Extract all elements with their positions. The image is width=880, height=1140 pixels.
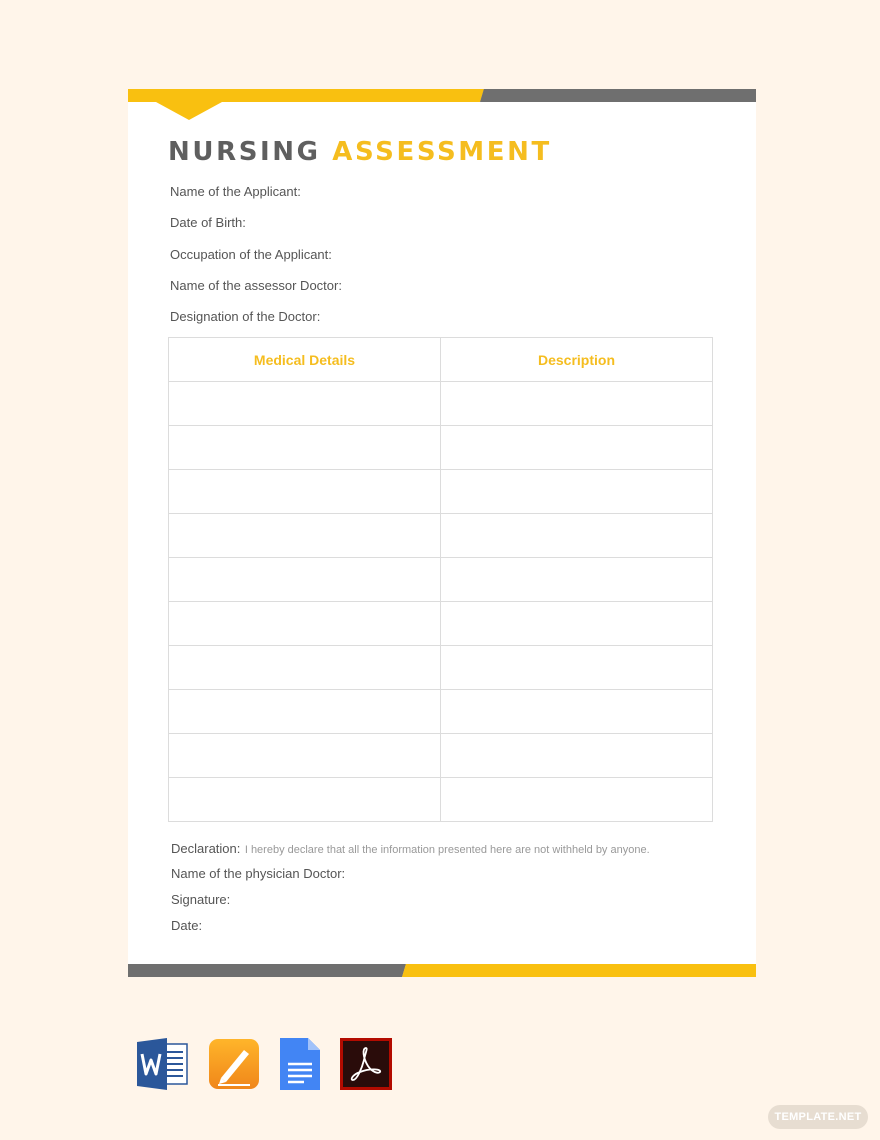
document-page	[128, 89, 756, 977]
cell-medical-details[interactable]	[169, 382, 441, 426]
table-row	[169, 514, 713, 558]
google-docs-icon[interactable]	[278, 1038, 330, 1090]
medical-details-table	[168, 337, 713, 822]
top-accent-bar-gray	[480, 89, 756, 102]
table-row	[169, 470, 713, 514]
declaration-label: Declaration:	[171, 841, 241, 856]
cell-description[interactable]	[441, 734, 713, 778]
cell-description[interactable]	[441, 690, 713, 734]
document-title	[168, 137, 552, 167]
cell-medical-details[interactable]	[169, 470, 441, 514]
bottom-accent-bar-gray	[128, 964, 406, 977]
title-word-assessment: ASSESSMENT	[332, 137, 552, 167]
field-assessor-doctor: Name of the assessor Doctor:	[170, 278, 342, 293]
title-word-nursing: NURSING	[168, 137, 321, 167]
acrobat-pdf-icon[interactable]	[340, 1038, 392, 1090]
declaration-text: I hereby declare that all the information presented here are not withheld by anyone.	[244, 844, 650, 856]
pages-icon[interactable]	[208, 1038, 260, 1090]
cell-medical-details[interactable]	[169, 734, 441, 778]
cell-medical-details[interactable]	[169, 558, 441, 602]
field-occupation: Occupation of the Applicant:	[170, 247, 332, 262]
table-row	[169, 426, 713, 470]
field-date: Date:	[171, 918, 203, 933]
table-header-row	[169, 338, 713, 382]
header-medical-details: Medical Details	[169, 338, 441, 382]
table-row	[169, 734, 713, 778]
cell-medical-details[interactable]	[169, 646, 441, 690]
field-applicant-name: Name of the Applicant:	[170, 184, 301, 199]
cell-description[interactable]	[441, 602, 713, 646]
field-date-of-birth: Date of Birth:	[170, 215, 246, 230]
table-row	[169, 602, 713, 646]
table-row	[169, 558, 713, 602]
cell-medical-details[interactable]	[169, 690, 441, 734]
cell-description[interactable]	[441, 470, 713, 514]
cell-description[interactable]	[441, 778, 713, 822]
declaration	[171, 840, 650, 858]
word-icon[interactable]	[137, 1038, 189, 1090]
top-notch-decoration	[156, 102, 222, 120]
header-description: Description	[441, 338, 713, 382]
field-signature: Signature:	[171, 892, 231, 907]
cell-description[interactable]	[441, 558, 713, 602]
table-row	[169, 646, 713, 690]
cell-medical-details[interactable]	[169, 602, 441, 646]
cell-description[interactable]	[441, 426, 713, 470]
cell-medical-details[interactable]	[169, 426, 441, 470]
cell-description[interactable]	[441, 382, 713, 426]
cell-description[interactable]	[441, 514, 713, 558]
table-row	[169, 690, 713, 734]
bottom-accent-bar-yellow	[402, 964, 756, 977]
field-physician-doctor: Name of the physician Doctor:	[171, 866, 346, 881]
template-net-watermark: TEMPLATE.NET	[768, 1105, 868, 1129]
table-row	[169, 382, 713, 426]
cell-medical-details[interactable]	[169, 514, 441, 558]
top-accent-bar-yellow	[128, 89, 484, 102]
field-doctor-designation: Designation of the Doctor:	[170, 309, 321, 324]
cell-medical-details[interactable]	[169, 778, 441, 822]
table-row	[169, 778, 713, 822]
cell-description[interactable]	[441, 646, 713, 690]
